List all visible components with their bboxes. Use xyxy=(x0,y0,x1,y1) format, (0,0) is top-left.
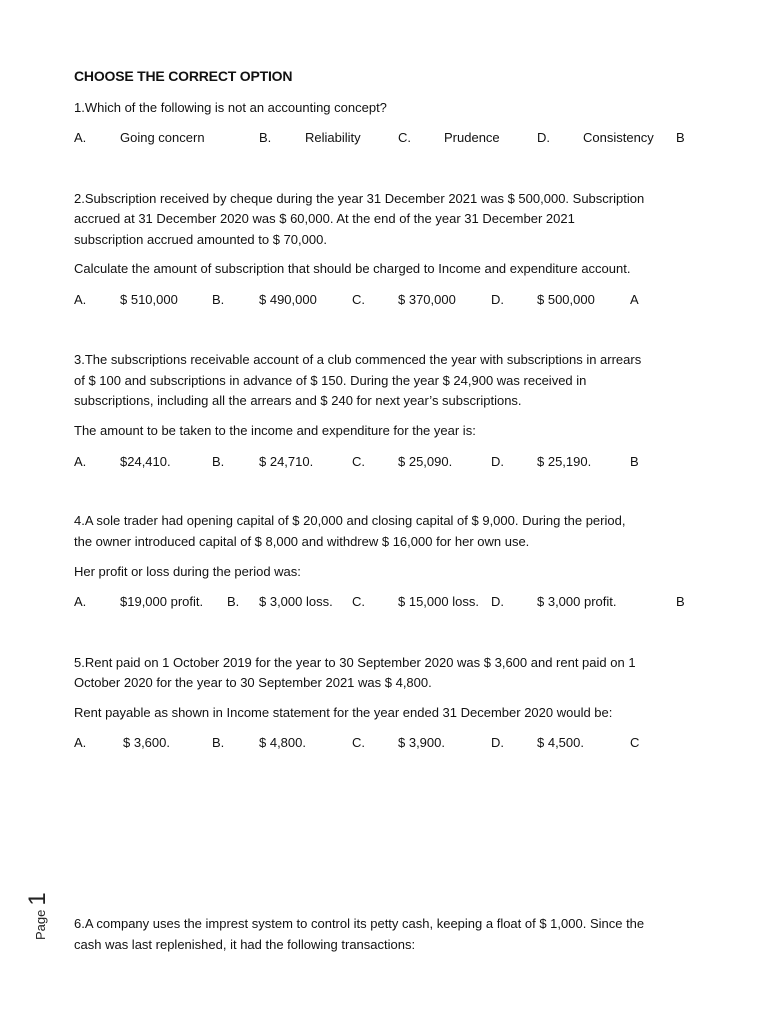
q1-option-c-text: Prudence xyxy=(444,130,500,145)
q5-option-d-text: $ 4,500. xyxy=(537,735,584,750)
q5-answer: C xyxy=(630,735,640,750)
q2-option-d-text: $ 500,000 xyxy=(537,292,595,307)
page-number: 1 xyxy=(24,892,51,906)
q2-option-c-letter: C. xyxy=(352,292,365,307)
q3-option-b-text: $ 24,710. xyxy=(259,454,314,469)
q4-option-b-letter: B. xyxy=(227,594,240,609)
q4-option-c-text: $ 15,000 loss. xyxy=(398,594,479,609)
q3-option-a-text: $24,410. xyxy=(120,454,171,469)
q2-option-a-text: $ 510,000 xyxy=(120,292,178,307)
question-3-prompt: The amount to be taken to the income and expenditure for the year is: xyxy=(74,423,476,438)
question-2-prompt: Calculate the amount of subscription that should be charged to Income and expenditure account. xyxy=(74,261,631,276)
q5-option-a-text: $ 3,600. xyxy=(123,735,170,750)
question-3-line-1: 3.The subscriptions receivable account of a club commenced the year with subscriptions in arrears xyxy=(74,352,642,367)
q3-answer: B xyxy=(630,454,639,469)
question-3-line-3: subscriptions, including all the arrears and $ 240 for next year’s subscriptions. xyxy=(74,393,522,408)
q3-option-a-letter: A. xyxy=(74,454,87,469)
q4-option-b-text: $ 3,000 loss. xyxy=(259,594,333,609)
q1-option-b-text: Reliability xyxy=(305,130,361,145)
page-heading: CHOOSE THE CORRECT OPTION xyxy=(74,68,293,84)
q1-option-d-text: Consistency xyxy=(583,130,654,145)
q1-option-b-letter: B. xyxy=(259,130,272,145)
q2-option-b-letter: B. xyxy=(212,292,225,307)
q5-option-b-text: $ 4,800. xyxy=(259,735,306,750)
q1-answer: B xyxy=(676,130,685,145)
q5-option-c-letter: C. xyxy=(352,735,365,750)
question-5-prompt: Rent payable as shown in Income statement for the year ended 31 December 2020 would be: xyxy=(74,705,613,720)
q2-option-d-letter: D. xyxy=(491,292,504,307)
question-4-line-2: the owner introduced capital of $ 8,000 and withdrew $ 16,000 for her own use. xyxy=(74,534,530,549)
page-number-label xyxy=(24,892,52,940)
q4-option-d-letter: D. xyxy=(491,594,504,609)
q3-option-c-letter: C. xyxy=(352,454,365,469)
q3-option-c-text: $ 25,090. xyxy=(398,454,453,469)
q5-option-c-text: $ 3,900. xyxy=(398,735,445,750)
page-word: Page xyxy=(33,909,48,940)
q1-option-a-text: Going concern xyxy=(120,130,205,145)
q1-option-c-letter: C. xyxy=(398,130,411,145)
q4-option-c-letter: C. xyxy=(352,594,365,609)
q3-option-b-letter: B. xyxy=(212,454,225,469)
question-6-line-2: cash was last replenished, it had the following transactions: xyxy=(74,937,416,952)
question-2-line-2: accrued at 31 December 2020 was $ 60,000. At the end of the year 31 December 2021 xyxy=(74,211,575,226)
q4-answer: B xyxy=(676,594,685,609)
q5-option-a-letter: A. xyxy=(74,735,87,750)
question-6-line-1: 6.A company uses the imprest system to control its petty cash, keeping a float of $ 1,000. Since the xyxy=(74,916,645,931)
q1-option-a-letter: A. xyxy=(74,130,87,145)
q5-option-d-letter: D. xyxy=(491,735,504,750)
q3-option-d-text: $ 25,190. xyxy=(537,454,592,469)
q3-option-d-letter: D. xyxy=(491,454,504,469)
q4-option-a-text: $19,000 profit. xyxy=(120,594,204,609)
question-4-prompt: Her profit or loss during the period was: xyxy=(74,564,301,579)
question-2-line-3: subscription accrued amounted to $ 70,000. xyxy=(74,232,327,247)
question-4-line-1: 4.A sole trader had opening capital of $ 20,000 and closing capital of $ 9,000. During the period, xyxy=(74,513,626,528)
question-5-line-1: 5.Rent paid on 1 October 2019 for the year to 30 September 2020 was $ 3,600 and rent paid on 1 xyxy=(74,655,636,670)
q5-option-b-letter: B. xyxy=(212,735,225,750)
q2-option-b-text: $ 490,000 xyxy=(259,292,317,307)
question-1-text: 1.Which of the following is not an accounting concept? xyxy=(74,100,387,115)
q4-option-a-letter: A. xyxy=(74,594,87,609)
question-2-line-1: 2.Subscription received by cheque during the year 31 December 2021 was $ 500,000. Subscription xyxy=(74,191,645,206)
q4-option-d-text: $ 3,000 profit. xyxy=(537,594,617,609)
q2-answer: A xyxy=(630,292,639,307)
q2-option-a-letter: A. xyxy=(74,292,87,307)
q1-option-d-letter: D. xyxy=(537,130,550,145)
question-5-line-2: October 2020 for the year to 30 September 2021 was $ 4,800. xyxy=(74,675,432,690)
question-3-line-2: of $ 100 and subscriptions in advance of $ 150. During the year $ 24,900 was received in xyxy=(74,373,587,388)
q2-option-c-text: $ 370,000 xyxy=(398,292,456,307)
